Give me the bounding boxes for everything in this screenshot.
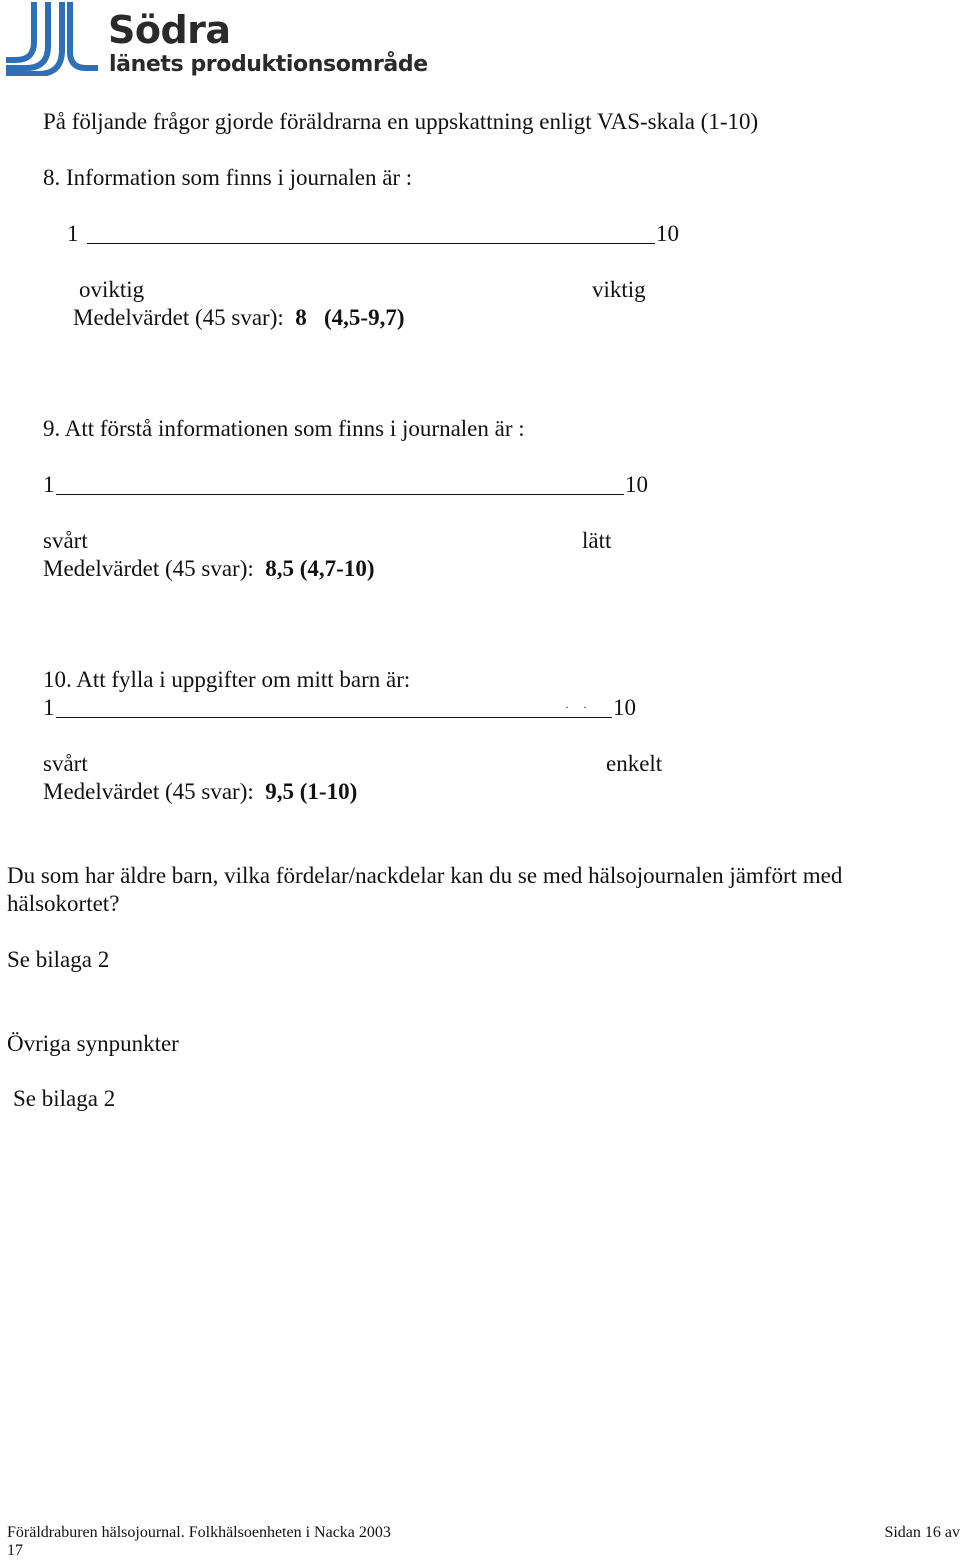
mean-value: 8 — [295, 305, 307, 330]
logo-subtitle: länets produktionsområde — [109, 52, 428, 77]
question-title: 9. Att förstå informationen som finns i journalen är : — [43, 416, 525, 441]
mean-label: Medelvärdet (45 svar): — [43, 779, 254, 804]
older-children-answer: Se bilaga 2 — [7, 947, 110, 972]
scale-min: 1 — [43, 695, 55, 720]
scale-high-label: enkelt — [606, 751, 663, 776]
scale-min: 1 — [43, 472, 55, 497]
scale-high-label: lätt — [582, 528, 612, 553]
footer-page-number: Sidan 16 av — [884, 1524, 960, 1541]
scale-low-label: oviktig — [79, 277, 145, 302]
sodra-logo-mark-icon — [4, 2, 98, 76]
footer-left-text: Föräldraburen hälsojournal. Folkhälsoenheten i Nacka 2003 — [7, 1524, 391, 1541]
intro-text: På följande frågor gjorde föräldrarna en uppskattning enligt VAS-skala (1-10) — [43, 109, 759, 134]
scale-low-label: svårt — [43, 528, 88, 553]
mean-label: Medelvärdet (45 svar): — [43, 556, 254, 581]
logo-name: Södra — [108, 8, 231, 52]
mean-line — [43, 555, 375, 583]
mean-value: 8,5 — [265, 556, 295, 581]
scale-high-label: viktig — [592, 277, 646, 302]
scale-max: 10 — [613, 695, 636, 720]
older-children-question-line-1: Du som har äldre barn, vilka fördelar/nackdelar kan du se med hälsojournalen jämfört med — [7, 863, 843, 888]
vas-scale-line — [87, 243, 655, 244]
mean-value: 9,5 — [265, 779, 295, 804]
question-title: 8. Information som finns i journalen är : — [43, 165, 413, 190]
mean-line — [73, 304, 405, 332]
other-comments-answer: Se bilaga 2 — [13, 1086, 116, 1111]
mean-line — [43, 778, 357, 806]
vas-scale-line — [56, 494, 624, 495]
scale-low-label: svårt — [43, 751, 88, 776]
other-comments-heading: Övriga synpunkter — [7, 1031, 179, 1056]
mean-label: Medelvärdet (45 svar): — [73, 305, 284, 330]
mean-range: (4,7-10) — [299, 556, 375, 581]
vas-scale-line — [56, 717, 612, 718]
scale-min: 1 — [67, 221, 79, 246]
mean-range: (1-10) — [299, 779, 358, 804]
scale-max: 10 — [625, 472, 648, 497]
scale-max: 10 — [656, 221, 679, 246]
question-title: 10. Att fylla i uppgifter om mitt barn är: — [43, 667, 411, 692]
older-children-question-line-2: hälsokortet? — [7, 891, 120, 916]
scale-dot-marks: ·· — [565, 700, 601, 714]
mean-range: (4,5-9,7) — [324, 305, 405, 330]
footer-page-total: 17 — [7, 1542, 23, 1559]
